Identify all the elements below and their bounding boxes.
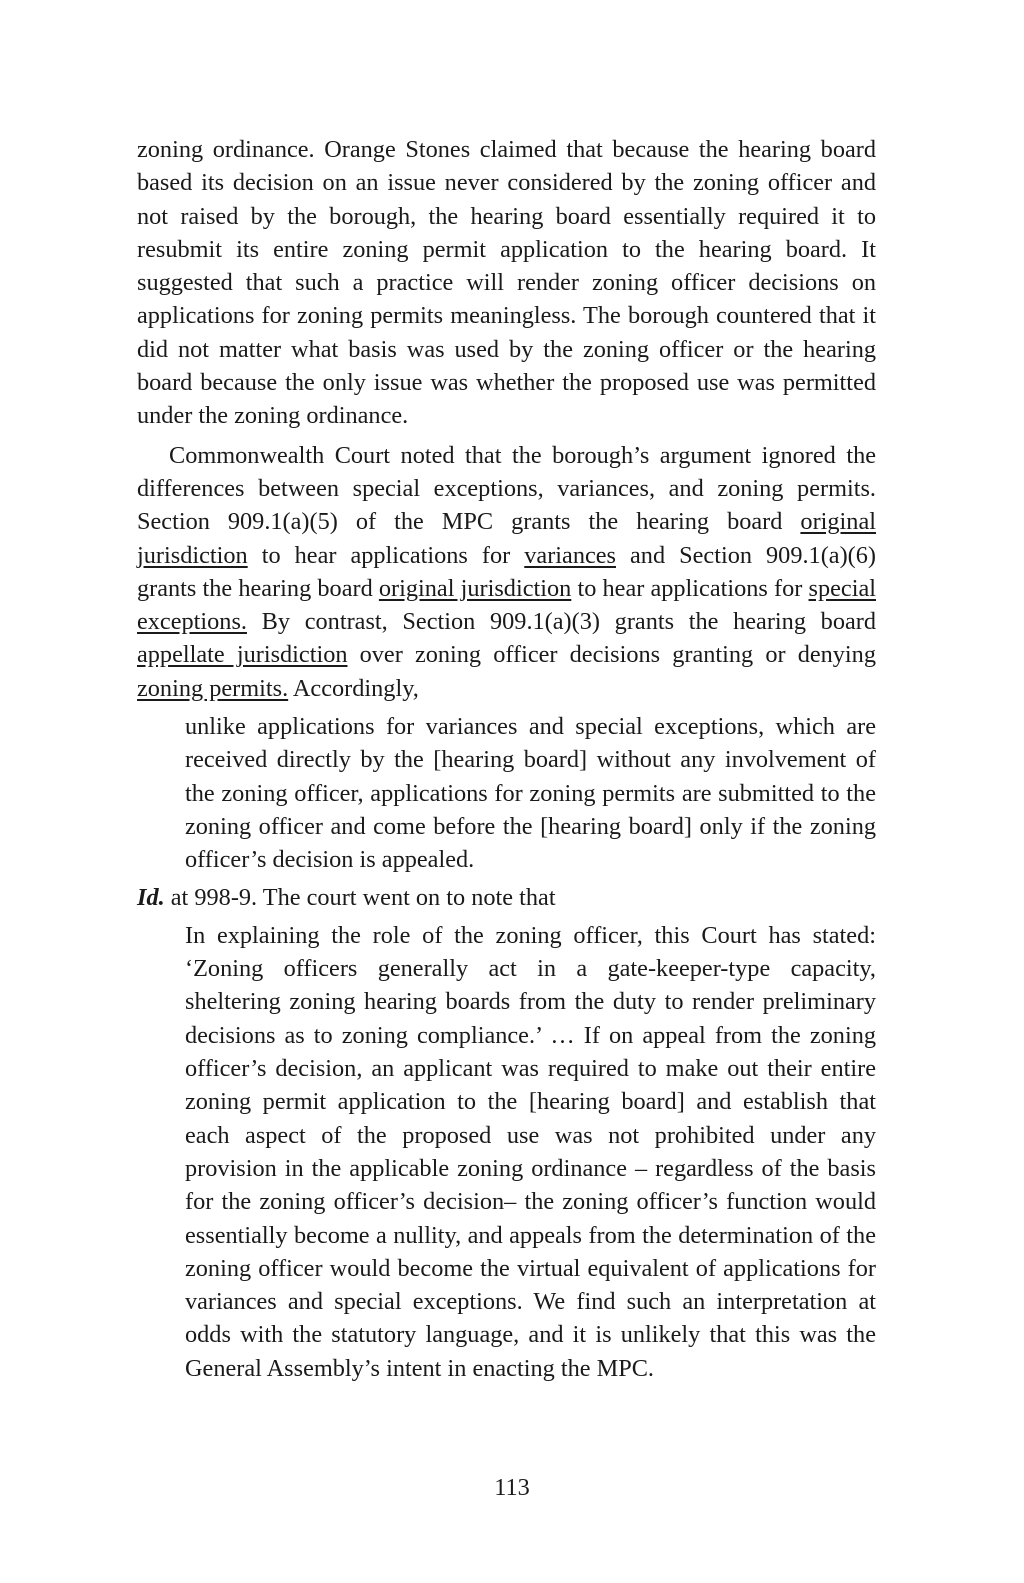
underlined-term-appellate-jurisdiction: appellate jurisdiction — [137, 641, 348, 669]
paragraph-commonwealth-court — [137, 439, 876, 705]
text-span: Commonwealth Court noted that the borough’s argument ignored the differences between special exceptions, variances, and zoning permits. Section 909.1(a)(5) of the MPC grants the hearing board — [137, 441, 876, 536]
citation-id: Id. — [137, 883, 165, 911]
text-span: at 998-9. The court went on to note that — [164, 883, 556, 911]
underlined-term-special-exceptions: special exceptions. — [137, 574, 876, 636]
paragraph-orange-stones: zoning ordinance. Orange Stones claimed that because the hearing board based its decision on an issue never considered by the zoning officer and not raised by the borough, the hearing board essentially required it to resubmit its entire zoning permit application to the hearing board. It suggested that such a practice will render zoning officer decisions on applications for zoning permits meaningless. The borough countered that it did not matter what basis was used by the zoning officer or the hearing board because the only issue was whether the proposed use was permitted under the zoning ordinance. — [137, 136, 876, 430]
block-quote-applications: unlike applications for variances and special exceptions, which are received directly by the [hearing board] without any involvement of the zoning officer, applications for zoning permits are submitted to the zoning officer and come before the [hearing board] only if the zoning officer’s decision is appealed. — [185, 713, 876, 874]
underlined-term-zoning-permits: zoning permits. — [137, 674, 289, 702]
underlined-term-original-jurisdiction: original jurisdiction — [378, 574, 572, 602]
page-number: 113 — [494, 1474, 530, 1501]
page-body — [137, 133, 876, 1385]
text-span: to hear applications for — [571, 574, 809, 602]
text-span: By contrast, Section 909.1(a)(3) grants the hearing board — [246, 608, 876, 636]
text-span: and Section 909.1(a)(6) grants the hearing board — [137, 541, 877, 602]
text-span: Accordingly, — [288, 674, 419, 702]
block-quote-zoning-officer-role: In explaining the role of the zoning officer, this Court has stated: ‘Zoning officers generally act in a gate-keeper-type capacity, sheltering zoning hearing boards from the duty to render preliminary decisions as to zoning compliance.’ … If on appeal from the zoning officer’s decision, an applicant was required to make out their entire zoning permit application to the [hearing board] and establish that each aspect of the proposed use was not prohibited under any provision in the applicable zoning ordinance – regardless of the basis for the zoning officer’s decision– the zoning officer’s function would essentially become a nullity, and appeals from the determination of the zoning officer would become the virtual equivalent of applications for variances and special exceptions. We find such an interpretation at odds with the statutory language, and it is unlikely that this was the General Assembly’s intent in enacting the MPC. — [185, 921, 876, 1382]
underlined-term-variances: variances — [524, 541, 616, 569]
paragraph-id-citation — [137, 881, 876, 914]
text-span: to hear applications for — [247, 541, 525, 569]
text-span: over zoning officer decisions granting or denying — [347, 641, 876, 669]
underlined-term-original-jurisdiction: original jurisdiction — [137, 508, 876, 569]
